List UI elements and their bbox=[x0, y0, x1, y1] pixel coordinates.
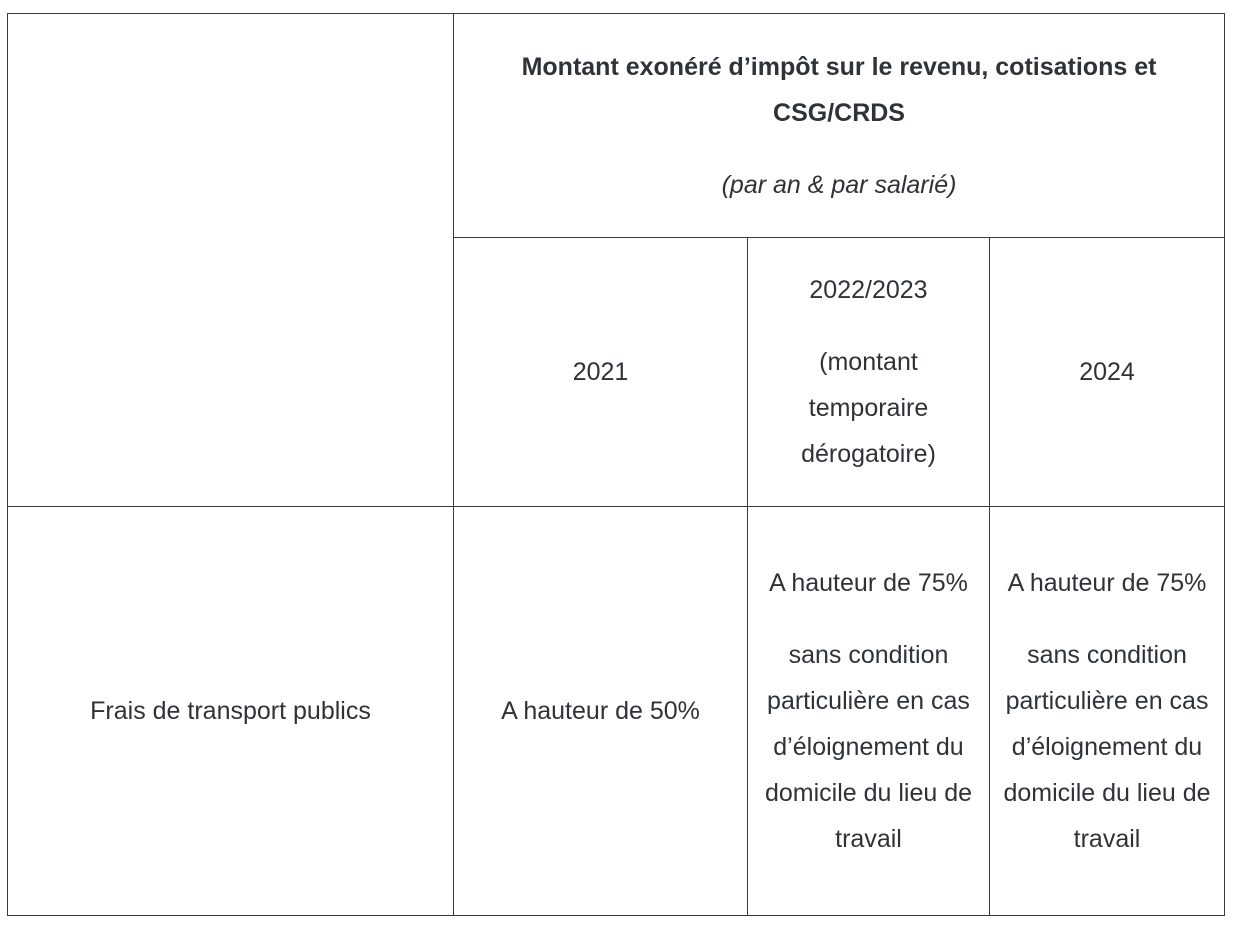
value-2024-cell bbox=[990, 507, 1225, 916]
value-2022-2023-cell bbox=[748, 507, 990, 916]
value-2024-condition: sans condition particulière en cas d’éloignement du domicile du lieu de travail bbox=[1003, 641, 1211, 853]
year-header-2021 bbox=[454, 238, 748, 507]
year-header-2024 bbox=[990, 238, 1225, 507]
table-row bbox=[8, 507, 1225, 916]
year-2021-label: 2021 bbox=[572, 358, 629, 386]
year-2022-2023-note: (montant temporaire dérogatoire) bbox=[801, 348, 936, 468]
empty-corner-cell bbox=[8, 14, 454, 507]
value-2021: A hauteur de 50% bbox=[501, 697, 700, 725]
year-2022-2023-label: 2022/2023 bbox=[809, 276, 928, 304]
value-2022-2023-condition: sans condition particulière en cas d’éloignement du domicile du lieu de travail bbox=[764, 641, 973, 853]
year-2024-label: 2024 bbox=[1079, 358, 1135, 386]
value-2021-cell bbox=[454, 507, 748, 916]
exoneration-table bbox=[7, 13, 1225, 916]
header-subtitle: (par an & par salarié) bbox=[721, 170, 957, 199]
header-title-cell bbox=[454, 14, 1225, 238]
header-row-title bbox=[8, 14, 1225, 238]
value-2022-2023-rate: A hauteur de 75% bbox=[769, 569, 968, 597]
year-header-2022-2023 bbox=[748, 238, 990, 507]
value-2024-rate: A hauteur de 75% bbox=[1007, 569, 1207, 597]
row-label: Frais de transport publics bbox=[90, 697, 371, 725]
header-title: Montant exonéré d’impôt sur le revenu, cotisations et CSG/CRDS bbox=[521, 52, 1157, 127]
row-label-cell bbox=[8, 507, 454, 916]
